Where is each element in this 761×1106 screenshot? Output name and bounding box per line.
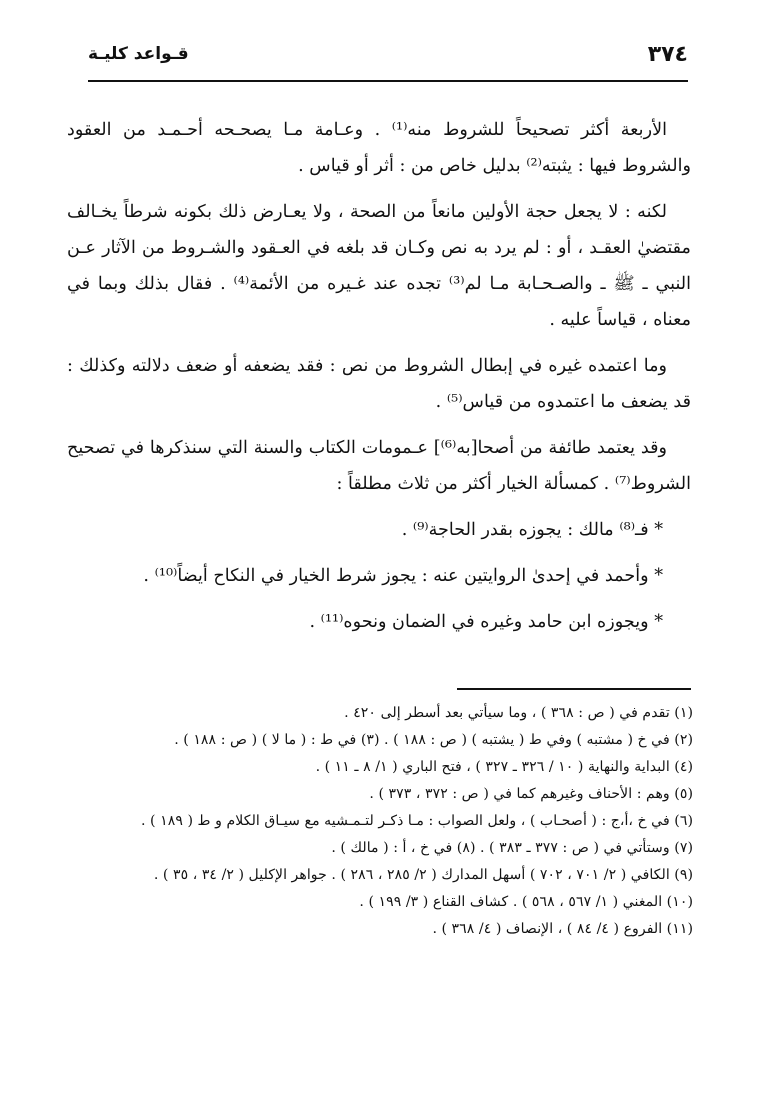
main-text	[67, 112, 691, 650]
footnote: (٦) في خ ،أ،ج : ( أصحـاب ) ، ولعل الصواب : مـا ذكـر لتـمـشيه مع سيـاق الكلام و ط ( ١٨٩ ) .	[141, 813, 693, 829]
page-number: ٣٧٤	[647, 42, 688, 67]
running-title: قـواعد كليـة	[88, 44, 189, 64]
footnote-separator	[457, 688, 691, 690]
bullet-item: * فـ⁽⁸⁾ مالك : يجوزه بقدر الحاجة⁽⁹⁾ .	[401, 520, 663, 540]
footnote: (٥) وهم : الأحناف وغيرهم كما في ( ص : ٣٧٢ ، ٣٧٣ ) .	[369, 786, 693, 802]
footnote: (١١) الفروع ( ٤/ ٨٤ ) ، الإنصاف ( ٤/ ٣٦٨ ) .	[432, 921, 693, 937]
paragraph: الأربعة أكثر تصحيحاً للشروط منه⁽¹⁾ . وعـامة مـا يصحـحه أحـمـد من العقود والشروط فيها : يثبته⁽²⁾ بدليل خاص من : أثر أو قياس .	[67, 120, 691, 176]
footnote: (٢) في خ ( مشتبه ) وفي ط ( يشتبه ) ( ص : ١٨٨ ) . (٣) في ط : ( ما لا ) ( ص : ١٨٨ ) .	[174, 732, 693, 748]
footnote: (٩) الكافي ( ٢/ ٧٠١ ، ٧٠٢ ) أسهل المدارك ( ٢/ ٢٨٥ ، ٢٨٦ ) . جواهر الإكليل ( ٢/ ٣٤ ، ٣٥ ) .	[153, 867, 693, 883]
bullet-item: * ويجوزه ابن حامد وغيره في الضمان ونحوه⁽¹¹⁾ .	[309, 612, 663, 632]
footnote: (١) تقدم في ( ص : ٣٦٨ ) ، وما سيأتي بعد أسطر إلى ٤٢٠ .	[344, 705, 693, 721]
page-header	[88, 40, 688, 82]
paragraph: وقد يعتمد طائفة من أصحا[به⁽⁶⁾] عـمومات الكتاب والسنة التي سنذكرها في تصحيح الشروط⁽⁷⁾ . كمسألة الخيار أكثر من ثلاث مطلقاً :	[67, 438, 691, 494]
footnote: (٧) وستأتي في ( ص : ٣٧٧ ـ ٣٨٣ ) . (٨) في خ ، أ : ( مالك ) .	[331, 840, 693, 856]
paragraph: وما اعتمده غيره في إبطال الشروط من نص : فقد يضعفه أو ضعف دلالته وكذلك : قد يضعف ما اعتمدوه من قياس⁽⁵⁾ .	[67, 356, 691, 412]
paragraph: لكنه : لا يجعل حجة الأولين مانعاً من الصحة ، ولا يعـارض ذلك بكونه شرطاً يخـالف مقتضيٰ العقـد ، أو : لم يرد به نص وكـان قد بلغه في العـقود والشـروط من الآثار عـن النبي ـ ﷺ ـ والصـحـابة مـا لم⁽³⁾ تجده عند غـيره من الأئمة⁽⁴⁾ . فقال بذلك وبما في معناه ، قياساً عليه .	[67, 202, 692, 330]
footnote: (٤) البداية والنهاية ( ١٠ / ٣٢٦ ـ ٣٢٧ ) ، فتح الباري ( ١/ ٨ ـ ١١ ) .	[315, 759, 693, 775]
footnote: (١٠) المغني ( ١/ ٥٦٧ ، ٥٦٨ ) . كشاف القناع ( ٣/ ١٩٩ ) .	[359, 894, 693, 910]
footnotes	[65, 700, 693, 943]
bullet-item: * وأحمد في إحدىٰ الروايتين عنه : يجوز شرط الخيار في النكاح أيضاً⁽¹⁰⁾ .	[143, 566, 663, 586]
